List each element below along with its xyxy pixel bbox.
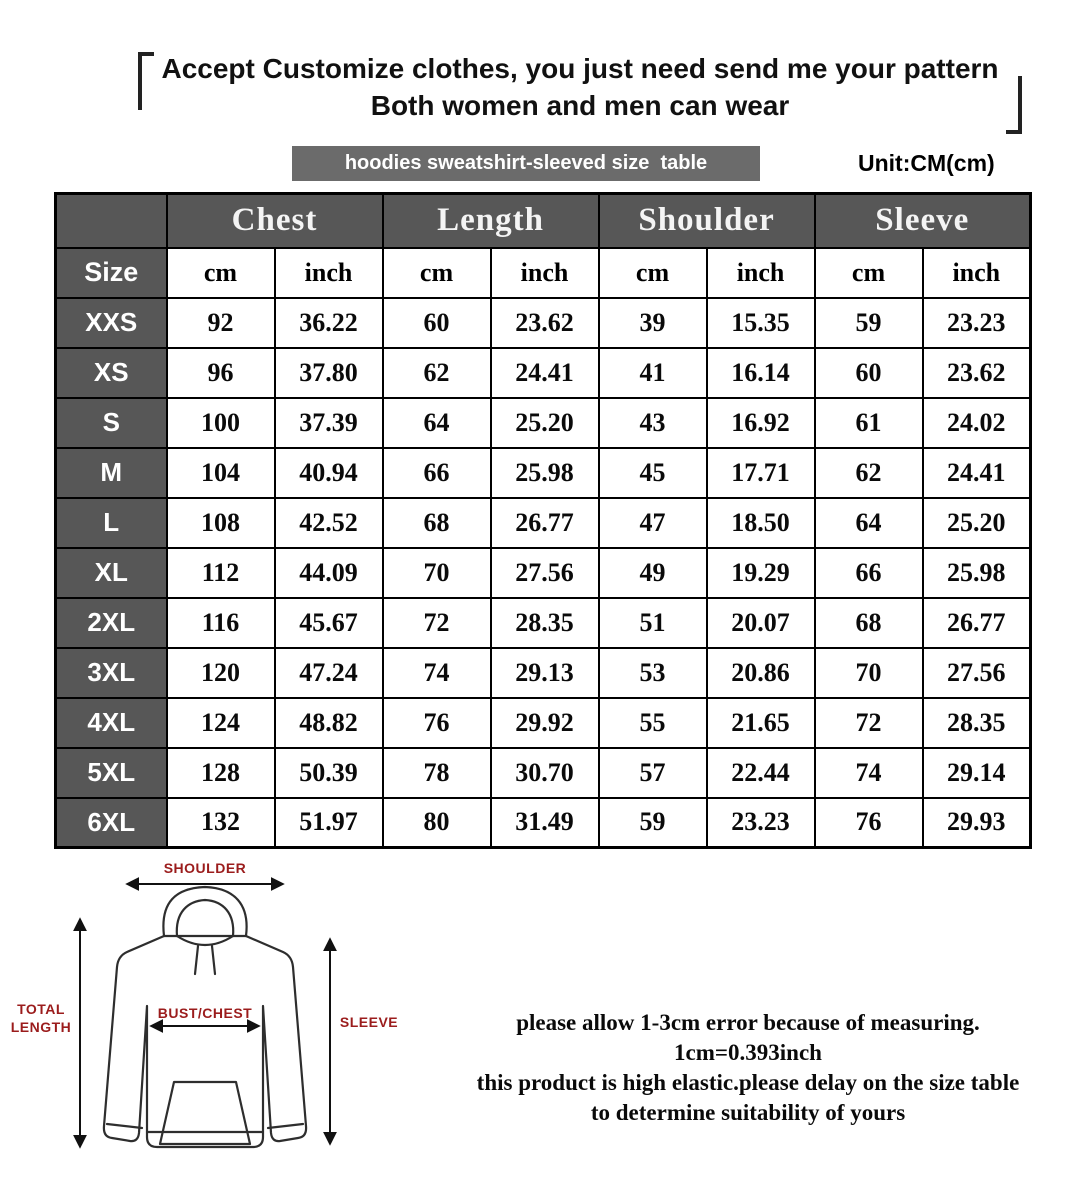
measurement-cell: 25.20 [923, 498, 1031, 548]
size-row-label: XS [56, 348, 167, 398]
measurement-cell: 51 [599, 598, 707, 648]
group-header-row [56, 194, 1031, 248]
measurement-cell: 92 [167, 298, 275, 348]
size-row-label: XXS [56, 298, 167, 348]
bust-chest-label: BUST/CHEST [157, 1005, 253, 1021]
measurement-cell: 25.98 [491, 448, 599, 498]
measurement-cell: 70 [383, 548, 491, 598]
measurement-cell: 72 [815, 698, 923, 748]
hoodie-diagram [6, 856, 430, 1194]
measurement-cell: 24.02 [923, 398, 1031, 448]
measurement-cell: 53 [599, 648, 707, 698]
heading-line-2: Both women and men can wear [370, 90, 790, 121]
unit-header-inch: inch [275, 248, 383, 298]
measurement-cell: 76 [815, 798, 923, 848]
size-row-label: 4XL [56, 698, 167, 748]
size-row-label: 3XL [56, 648, 167, 698]
size-row-label: M [56, 448, 167, 498]
measurement-cell: 108 [167, 498, 275, 548]
measurement-cell: 74 [815, 748, 923, 798]
measurement-cell: 29.13 [491, 648, 599, 698]
heading-line-1: Accept Customize clothes, you just need send me your pattern [161, 53, 999, 84]
sleeve-label: SLEEVE [339, 1014, 399, 1030]
measurement-cell: 45 [599, 448, 707, 498]
note-line: this product is high elastic.please delay on the size table [476, 1070, 1020, 1095]
measurement-cell: 27.56 [491, 548, 599, 598]
measurement-cell: 36.22 [275, 298, 383, 348]
measurement-cell: 55 [599, 698, 707, 748]
total-length-label-line1: TOTAL [17, 1001, 65, 1017]
measurement-cell: 37.39 [275, 398, 383, 448]
size-row-label: XL [56, 548, 167, 598]
measurement-cell: 51.97 [275, 798, 383, 848]
unit-header-inch: inch [707, 248, 815, 298]
note-line: please allow 1-3cm error because of measuring. [516, 1010, 980, 1035]
measurement-cell: 23.23 [707, 798, 815, 848]
measurement-cell: 20.07 [707, 598, 815, 648]
measurement-cell: 48.82 [275, 698, 383, 748]
measurement-cell: 29.14 [923, 748, 1031, 798]
measurement-cell: 43 [599, 398, 707, 448]
measurement-cell: 18.50 [707, 498, 815, 548]
measurement-cell: 42.52 [275, 498, 383, 548]
measurement-cell: 74 [383, 648, 491, 698]
measurement-cell: 20.86 [707, 648, 815, 698]
measurement-cell: 26.77 [923, 598, 1031, 648]
size-row-label: S [56, 398, 167, 448]
measurement-cell: 68 [815, 598, 923, 648]
measurement-cell: 47.24 [275, 648, 383, 698]
measurement-cell: 23.62 [923, 348, 1031, 398]
table-row [56, 498, 1031, 548]
table-row [56, 398, 1031, 448]
measurement-cell: 28.35 [923, 698, 1031, 748]
table-row [56, 348, 1031, 398]
notes [420, 1008, 1076, 1128]
measurement-cell: 16.92 [707, 398, 815, 448]
measurement-cell: 37.80 [275, 348, 383, 398]
unit-header-row [56, 248, 1031, 298]
measurement-cell: 66 [383, 448, 491, 498]
measurement-cell: 30.70 [491, 748, 599, 798]
measurement-cell: 61 [815, 398, 923, 448]
bracket-right-decoration [1006, 76, 1022, 134]
measurement-cell: 26.77 [491, 498, 599, 548]
unit-header-cm: cm [599, 248, 707, 298]
column-group-chest: Chest [167, 194, 383, 248]
unit-header-inch: inch [491, 248, 599, 298]
measurement-cell: 78 [383, 748, 491, 798]
table-row [56, 448, 1031, 498]
measurement-cell: 80 [383, 798, 491, 848]
measurement-cell: 64 [383, 398, 491, 448]
measurement-cell: 76 [383, 698, 491, 748]
measurement-cell: 59 [599, 798, 707, 848]
measurement-cell: 25.98 [923, 548, 1031, 598]
measurement-cell: 21.65 [707, 698, 815, 748]
bracket-left-decoration [138, 52, 154, 110]
unit-label: Unit:CM(cm) [858, 150, 995, 176]
measurement-cell: 68 [383, 498, 491, 548]
note-line: to determine suitability of yours [590, 1100, 906, 1125]
measurement-cell: 120 [167, 648, 275, 698]
measurement-cell: 64 [815, 498, 923, 548]
column-group-length: Length [383, 194, 599, 248]
corner-cell [56, 194, 167, 248]
unit-header-cm: cm [383, 248, 491, 298]
measurement-cell: 62 [383, 348, 491, 398]
measurement-cell: 45.67 [275, 598, 383, 648]
measurement-cell: 23.23 [923, 298, 1031, 348]
measurement-cell: 29.93 [923, 798, 1031, 848]
table-row [56, 648, 1031, 698]
measurement-cell: 49 [599, 548, 707, 598]
column-group-shoulder: Shoulder [599, 194, 815, 248]
measurement-cell: 132 [167, 798, 275, 848]
measurement-cell: 15.35 [707, 298, 815, 348]
measurement-cell: 116 [167, 598, 275, 648]
measurement-cell: 104 [167, 448, 275, 498]
unit-header-cm: cm [815, 248, 923, 298]
size-row-label: 6XL [56, 798, 167, 848]
note-line: 1cm=0.393inch [674, 1040, 822, 1065]
measurement-cell: 96 [167, 348, 275, 398]
unit-header-cm: cm [167, 248, 275, 298]
measurement-cell: 23.62 [491, 298, 599, 348]
table-row [56, 748, 1031, 798]
measurement-cell: 72 [383, 598, 491, 648]
measurement-cell: 22.44 [707, 748, 815, 798]
size-row-label: L [56, 498, 167, 548]
measurement-cell: 31.49 [491, 798, 599, 848]
measurement-cell: 44.09 [275, 548, 383, 598]
size-table-body [56, 298, 1031, 848]
measurement-cell: 70 [815, 648, 923, 698]
measurement-cell: 124 [167, 698, 275, 748]
measurement-cell: 24.41 [923, 448, 1031, 498]
measurement-cell: 57 [599, 748, 707, 798]
total-length-label-line2: LENGTH [10, 1019, 72, 1035]
measurement-cell: 24.41 [491, 348, 599, 398]
measurement-cell: 16.14 [707, 348, 815, 398]
measurement-cell: 60 [815, 348, 923, 398]
measurement-cell: 60 [383, 298, 491, 348]
measurement-cell: 66 [815, 548, 923, 598]
size-table [54, 192, 1032, 849]
table-row [56, 798, 1031, 848]
size-column-header: Size [56, 248, 167, 298]
measurement-cell: 112 [167, 548, 275, 598]
measurement-cell: 40.94 [275, 448, 383, 498]
measurement-cell: 62 [815, 448, 923, 498]
size-row-label: 2XL [56, 598, 167, 648]
table-title-banner: hoodies sweatshirt-sleeved size table [292, 146, 760, 181]
measurement-cell: 128 [167, 748, 275, 798]
measurement-cell: 17.71 [707, 448, 815, 498]
measurement-cell: 28.35 [491, 598, 599, 648]
table-row [56, 298, 1031, 348]
measurement-cell: 41 [599, 348, 707, 398]
table-row [56, 548, 1031, 598]
measurement-cell: 59 [815, 298, 923, 348]
measurement-cell: 100 [167, 398, 275, 448]
measurement-cell: 29.92 [491, 698, 599, 748]
shoulder-label: SHOULDER [163, 860, 247, 876]
page-heading [152, 50, 1008, 124]
column-group-sleeve: Sleeve [815, 194, 1031, 248]
measurement-cell: 19.29 [707, 548, 815, 598]
table-row [56, 598, 1031, 648]
unit-header-inch: inch [923, 248, 1031, 298]
measurement-cell: 47 [599, 498, 707, 548]
measurement-cell: 50.39 [275, 748, 383, 798]
measurement-cell: 39 [599, 298, 707, 348]
measurement-cell: 27.56 [923, 648, 1031, 698]
measurement-cell: 25.20 [491, 398, 599, 448]
table-row [56, 698, 1031, 748]
size-row-label: 5XL [56, 748, 167, 798]
